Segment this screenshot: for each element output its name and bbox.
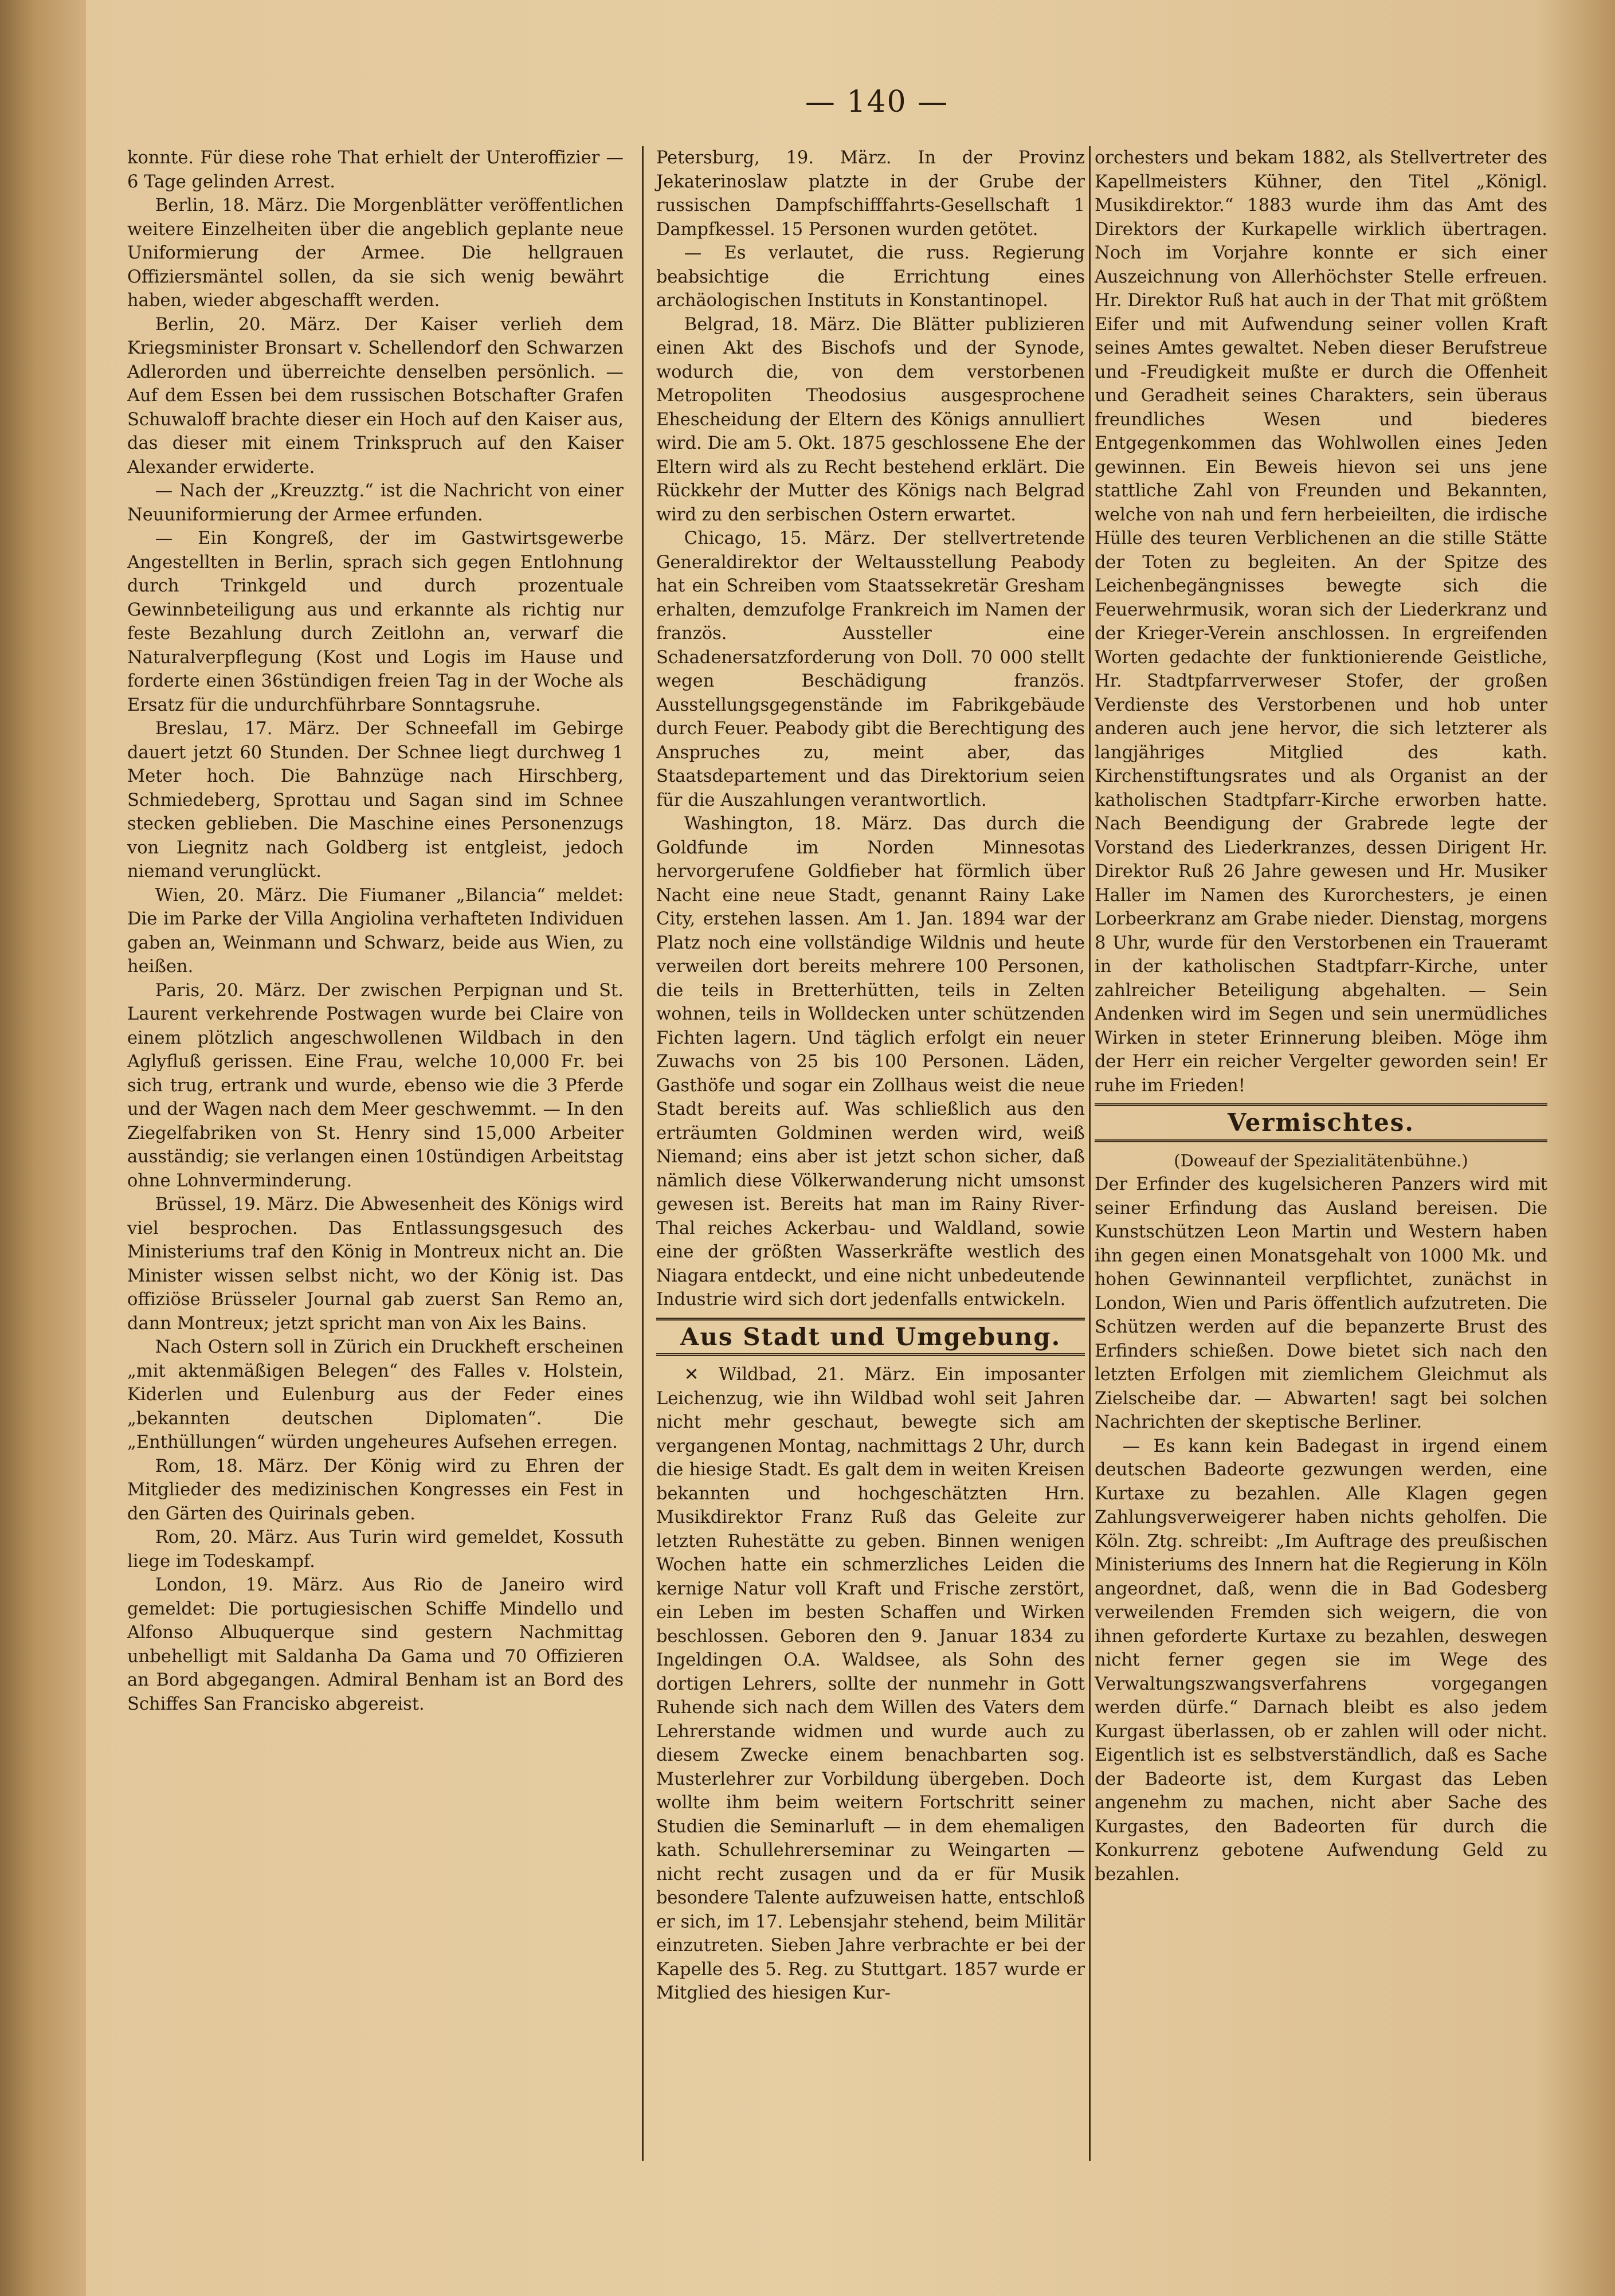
article: Nach Ostern soll in Zürich ein Druckheft erscheinen „mit aktenmäßigen Belegen“ des Falles v. Holstein, Kiderlen und Eulenburg aus der Feder eines „bekannten deutschen Diplomaten“. Die „Enthüllungen“ würden ungeheures Aufsehen erregen. bbox=[127, 1337, 624, 1452]
article: — Es kann kein Badegast in irgend einem deutschen Badeorte gezwungen werden, eine Kurtaxe zu bezahlen. Alle Klagen gegen Zahlungsverweigerer haben nichts geholfen. Die Köln. Ztg. schreibt: „Im Auftrage des preußischen Ministeriums des Innern hat die Regierung in Köln angeordnet, daß, wenn die in Bad Godesberg verweilenden Fremden sich weigern, die von ihnen geforderte Kurtaxe zu bezahlen, deswegen nicht ferner gegen sie im Wege des Verwaltungszwangsverfahrens vorgegangen werden dürfe.“ Darnach bleibt es also jedem Kurgast überlassen, ob er zahlen will oder nicht. Eigentlich ist es selbstverständlich, daß es Sache der Badeorte ist, dem Kurgast das Leben angenehm zu machen, nicht aber Sache des Kurgastes, den Badeorten für durch die Konkurrenz gebotene Aufwendung Geld zu bezahlen. bbox=[1095, 1436, 1547, 1884]
book-binding bbox=[0, 0, 86, 2296]
article: ✕ Wildbad, 21. März. Ein imposanter Leichenzug, wie ihn Wildbad wohl seit Jahren nicht mehr geschaut, bewegte sich am vergangenen Montag, nachmittags 2 Uhr, durch die hiesige Stadt. Es galt dem in weiten Kreisen bekannten und hochgeschätzten Hrn. Musikdirektor Franz Ruß das Geleite zur letzten Ruhestätte zu geben. Binnen wenigen Wochen hatte ein schmerzliches Leiden die kernige Natur voll Kraft und Frische zerstört, ein Leben im besten Schaffen und Wirken beschlossen. Geboren den 9. Januar 1834 zu Ingeldingen O.A. Waldsee, als Sohn des dortigen Lehrers, sollte der nunmehr in Gott Ruhende sich nach dem Willen des Vaters dem Lehrerstande widmen und wurde auch zu diesem Zwecke einem benachbarten sog. Musterlehrer zur Vorbildung übergeben. Doch wollte ihm beim weitern Fortschritt seiner Studien die Seminarluft — in dem ehemaligen kath. Schullehrerseminar zu Weingarten — nicht recht zusagen und da er für Musik besondere Talente aufzuweisen hatte, entschloß er sich, im 17. Lebensjahr stehend, beim Militär einzutreten. Sieben Jahre verbrachte er bei der Kapelle des 5. Reg. zu Stuttgart. 1857 wurde er Mitglied des hiesigen Kur- bbox=[656, 1365, 1085, 2003]
article: Washington, 18. März. Das durch die Goldfunde im Norden Minnesotas hervorgerufene Goldfieber hat förmlich über Nacht eine neue Stadt, genannt Rainy Lake City, erstehen lassen. Am 1. Jan. 1894 war der Platz noch eine vollständige Wildnis und heute verweilen dort bereits mehrere 100 Personen, die teils in Bretterhütten, teils in Zelten wohnen, teils in Wolldecken unter schützenden Fichten lagern. Und täglich erfolgt ein neuer Zuwachs von 25 bis 100 Personen. Läden, Gasthöfe und sogar ein Zollhaus weist die neue Stadt bereits auf. Was schließlich aus den erträumten Goldminen werden wird, weiß Niemand; eins aber ist jetzt schon sicher, daß nämlich diese Völkerwanderung nicht umsonst gewesen ist. Bereits hat man im Rainy River-Thal reiches Ackerbau- und Waldland, sowie eine der größten Wasserkräfte westlich des Niagara entdeckt, und eine nicht unbedeutende Industrie wird sich dort jedenfalls entwickeln. bbox=[656, 814, 1085, 1310]
article: — Ein Kongreß, der im Gastwirtsgewerbe Angestellten in Berlin, sprach sich gegen Entlohnung durch Trinkgeld und durch prozentuale Gewinnbeteiligung aus und erkannte als richtig nur feste Bezahlung durch Zeitlohn an, verwarf die Naturalverpflegung (Kost und Logis im Hause und forderte einen 36stündigen freien Tag in der Woche als Ersatz für die undurchführbare Sonntagsruhe. bbox=[127, 528, 624, 715]
article: konnte. Für diese rohe That erhielt der Unteroffizier — 6 Tage gelinden Arrest. bbox=[127, 148, 624, 192]
column-2 bbox=[656, 146, 1085, 2005]
article: Wien, 20. März. Die Fiumaner „Bilancia“ meldet: Die im Parke der Villa Angiolina verhafteten Individuen gaben an, Weinmann und Schwarz, beide aus Wien, zu heißen. bbox=[127, 885, 624, 977]
article: — Es verlautet, die russ. Regierung beabsichtige die Errichtung eines archäologischen Instituts in Konstantinopel. bbox=[656, 243, 1085, 311]
article: Paris, 20. März. Der zwischen Perpignan und St. Laurent verkehrende Postwagen wurde bei Claire von einem plötzlich angeschwollenen Wildbach in den Aglyfluß gerissen. Eine Frau, welche 10,000 Fr. bei sich trug, ertrank und wurde, ebenso wie die 3 Pferde und der Wagen nach dem Meer geschwemmt. — In den Ziegelfabriken von St. Henry sind 15,000 Arbeiter ausständig; sie verlangen einen 10stündigen Arbeitstag ohne Lohnverminderung. bbox=[127, 980, 624, 1191]
article: Petersburg, 19. März. In der Provinz Jekaterinoslaw platzte in der Grube der russischen Dampfschifffahrts-Gesellschaft 1 Dampfkessel. 15 Personen wurden getötet. bbox=[656, 148, 1085, 240]
article: orchesters und bekam 1882, als Stellvertreter des Kapellmeisters Kühner, den Titel „Königl. Musikdirektor.“ 1883 wurde ihm das Amt des Direktors der Kurkapelle wirklich übertragen. Noch im Vorjahre konnte er sich einer Auszeichnung von Allerhöchster Stelle erfreuen. Hr. Direktor Ruß hat auch in der That mit größtem Eifer und mit Aufwendung seiner vollen Kraft seines Amtes gewaltet. Neben dieser Berufstreue und -Freudigkeit mußte er durch die Offenheit und Geradheit seines Charakters, sein überaus freundliches Wesen und biederes Entgegenkommen das Wohlwollen eines Jeden gewinnen. Ein Beweis hievon sei uns jene stattliche Zahl von Freunden und Bekannten, welche von nah und fern herbeieilten, die irdische Hülle des teuren Verblichenen an die stille Stätte der Toten zu begleiten. An der Spitze des Leichenbegängnisses bewegte sich die Feuerwehrmusik, woran sich der Liederkranz und der Krieger-Verein anschlossen. In ergreifenden Worten gedachte der funktionierende Geistliche, Hr. Stadtpfarrverweser Stofer, der großen Verdienste des Verstorbenen und hob unter anderen auch jene hervor, die sich letzterer als langjähriges Mitglied des kath. Kirchenstiftungsrates und als Organist an der katholischen Stadtpfarr-Kirche erworben hatte. Nach Beendigung der Grabrede legte der Vorstand des Liederkranzes, dessen Dirigent Hr. Direktor Ruß 26 Jahre gewesen und Hr. Musiker Haller im Namen des Kurorchesters, je einen Lorbeerkranz am Grabe nieder. Dienstag, morgens 8 Uhr, wurde für den Verstorbenen ein Traueramt in der katholischen Stadtpfarr-Kirche, unter zahlreicher Beteiligung abgehalten. — Sein Andenken wird im Segen und sein unermüdliches Wirken in steter Erinnerung bleiben. Möge ihm der Herr ein reicher Vergelter geworden sein! Er ruhe im Frieden! bbox=[1095, 148, 1547, 1096]
column-3 bbox=[1095, 146, 1547, 1886]
article: Rom, 20. März. Aus Turin wird gemeldet, Kossuth liege im Todeskampf. bbox=[127, 1527, 624, 1572]
section-heading: Aus Stadt und Umgebung. bbox=[656, 1318, 1085, 1357]
article: Berlin, 18. März. Die Morgenblätter veröffentlichen weitere Einzelheiten über die angeblich geplante neue Uniformierung der Armee. Die hellgrauen Offiziersmäntel sollen, da sie sich wenig bewährt haben, wieder abgeschafft werden. bbox=[127, 195, 624, 311]
article: Berlin, 20. März. Der Kaiser verlieh dem Kriegsminister Bronsart v. Schellendorf den Schwarzen Adlerorden und überreichte denselben persönlich. — Auf dem Essen bei dem russischen Botschafter Grafen Schuwaloff brachte dieser ein Hoch auf den Kaiser aus, das dieser mit einem Trinkspruch auf den Kaiser Alexander erwiderte. bbox=[127, 314, 624, 477]
article: Der Erfinder des kugelsicheren Panzers wird mit seiner Erfindung das Ausland bereisen. Die Kunstschützen Leon Martin und Western haben ihn gegen einen Monatsgehalt von 1000 Mk. und hohen Gewinnanteil verpflichtet, zunächst in London, Wien und Paris öffentlich aufzutreten. Die Schützen werden auf die bepanzerte Brust des Erfinders schießen. Dowe bietet sich nach den letzten Erfolgen mit ziemlichem Gleichmut als Zielscheibe dar. — Abwarten! sagt bei solchen Nachrichten der skeptische Berliner. bbox=[1095, 1174, 1547, 1432]
article: Brüssel, 19. März. Die Abwesenheit des Königs wird viel besprochen. Das Entlassungsgesuch des Ministeriums traf den König in Montreux nicht an. Die Minister wissen selbst nicht, wo der König ist. Das offiziöse Brüsseler Journal gab zuerst San Remo an, dann Montreux; jetzt spricht man von Aix les Bains. bbox=[127, 1194, 624, 1334]
column-rule bbox=[642, 146, 644, 2161]
page-number: — 140 — bbox=[805, 85, 949, 119]
article: London, 19. März. Aus Rio de Janeiro wird gemeldet: Die portugiesischen Schiffe Mindello und Alfonso Albuquerque sind gestern Nachmittag unbehelligt mit Saldanha Da Gama und 70 Offizieren an Bord abgegangen. Admiral Benham ist an Bord des Schiffes San Francisko abgereist. bbox=[127, 1575, 624, 1714]
article: Belgrad, 18. März. Die Blätter publizieren einen Akt des Bischofs und der Synode, wodurch die, von dem verstorbenen Metropoliten Theodosius ausgesprochene Ehescheidung der Eltern des Königs annulliert wird. Die am 5. Okt. 1875 geschlossene Ehe der Eltern wird als zu Recht bestehend erklärt. Die Rückkehr der Mutter des Königs nach Belgrad wird zu den serbischen Ostern erwartet. bbox=[656, 314, 1085, 525]
column-rule bbox=[1089, 146, 1091, 2161]
article: Chicago, 15. März. Der stellvertretende Generaldirektor der Weltausstellung Peabody hat ein Schreiben vom Staatssekretär Gresham erhalten, demzufolge Frankreich im Namen der französ. Aussteller eine Schadenersatzforderung von Doll. 70 000 stellt wegen Beschädigung französ. Ausstellungsgegenstände im Fabrikgebäude durch Feuer. Peabody gibt die Berechtigung des Anspruches zu, meint aber, das Staatsdepartement und das Direktorium seien für die Auszahlungen verantwortlich. bbox=[656, 528, 1085, 810]
article: Breslau, 17. März. Der Schneefall im Gebirge dauert jetzt 60 Stunden. Der Schnee liegt durchweg 1 Meter hoch. Die Bahnzüge nach Hirschberg, Schmiedeberg, Sprottau und Sagan sind im Schnee stecken geblieben. Die Maschine eines Personenzugs von Liegnitz nach Goldberg ist entgleist, jedoch niemand verunglückt. bbox=[127, 719, 624, 881]
article: — Nach der „Kreuzztg.“ ist die Nachricht von einer Neuuniformierung der Armee erfunden. bbox=[127, 481, 624, 525]
section-subheading: (Doweauf der Spezialitätenbühne.) bbox=[1174, 1150, 1468, 1170]
article: Rom, 18. März. Der König wird zu Ehren der Mitglieder des medizinischen Kongresses ein Fest in den Gärten des Quirinals geben. bbox=[127, 1456, 624, 1524]
section-heading: Vermischtes. bbox=[1095, 1103, 1547, 1142]
column-1 bbox=[127, 146, 624, 1716]
